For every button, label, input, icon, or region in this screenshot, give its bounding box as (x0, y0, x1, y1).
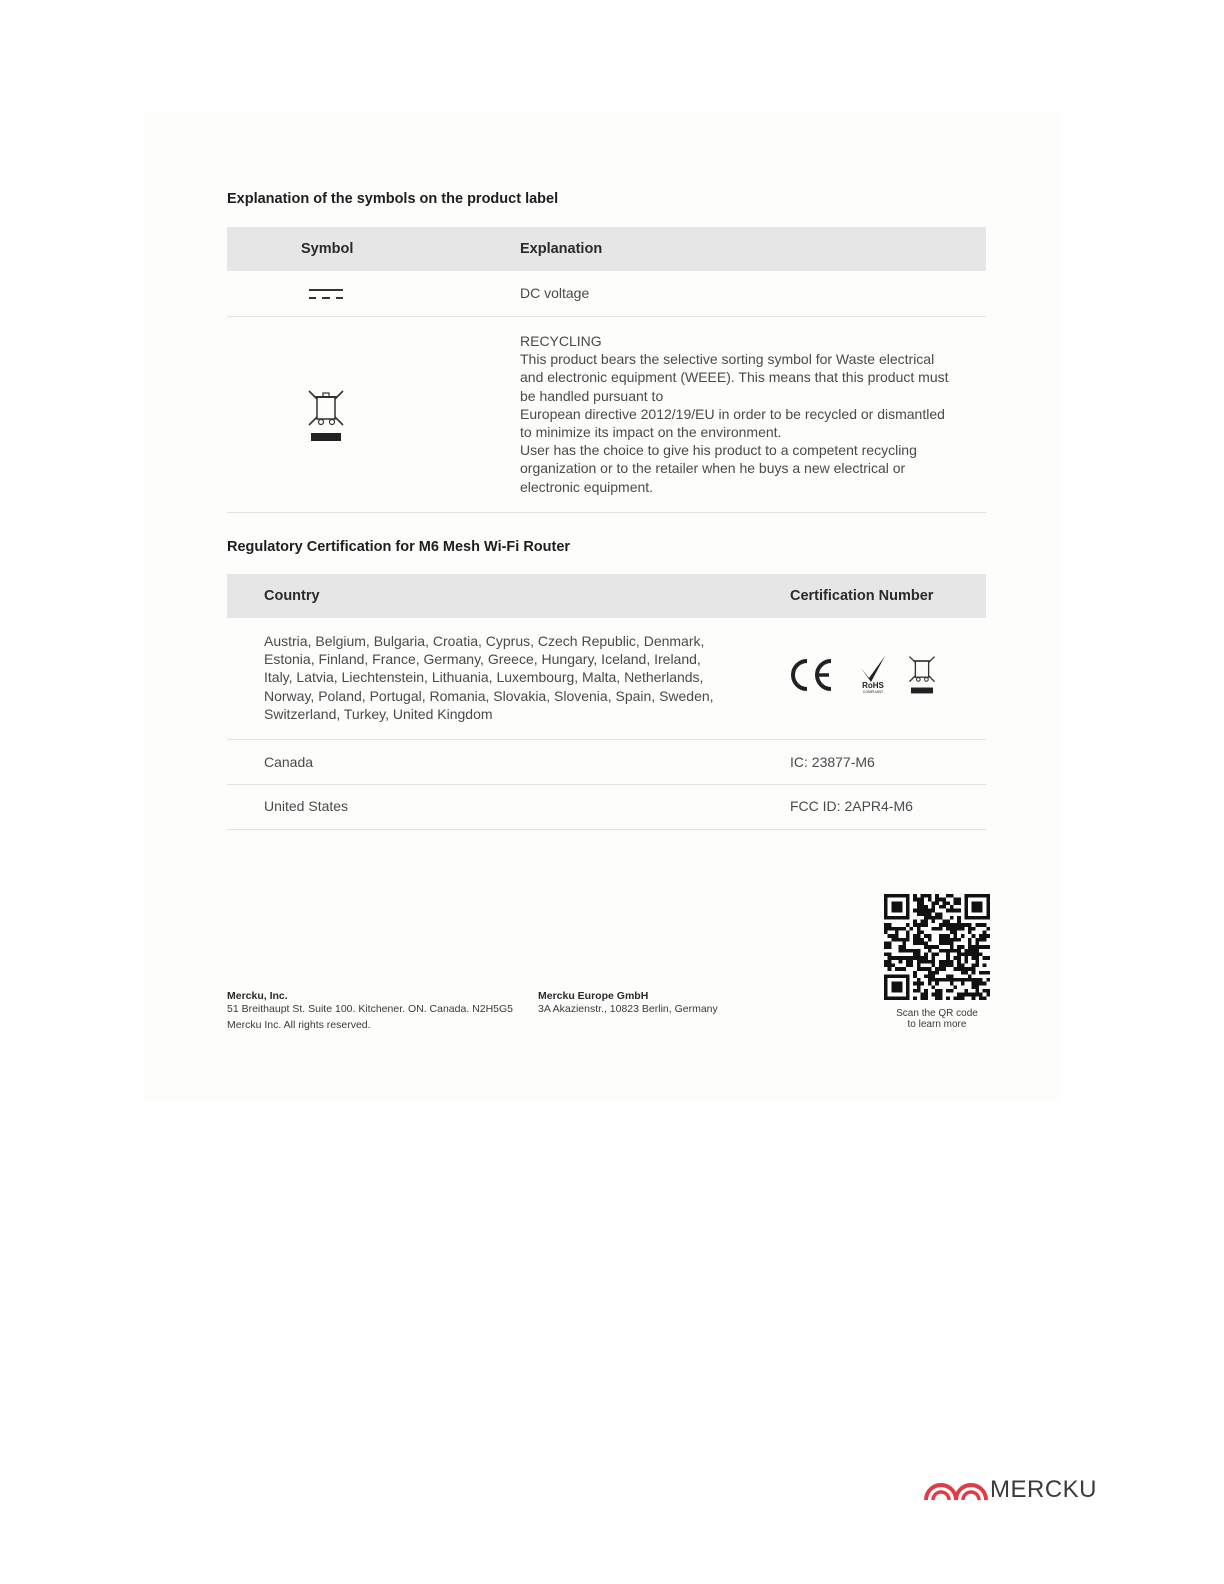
header-symbol: Symbol (301, 241, 354, 257)
recycling-line: be handled pursuant to (520, 387, 664, 404)
table-row-dc-voltage (227, 271, 986, 317)
qr-caption-line: to learn more (907, 1019, 967, 1030)
cert-section-title: Regulatory Certification for M6 Mesh Wi-Fi Router (227, 539, 571, 555)
symbols-section-title: Explanation of the symbols on the product label (227, 191, 559, 207)
eu-countries-line: Austria, Belgium, Bulgaria, Croatia, Cyprus, Czech Republic, Denmark, (264, 633, 705, 649)
header-country: Country (264, 588, 320, 604)
rohs-sub-label: COMPLIANT (862, 690, 884, 694)
recycling-line: electronic equipment. (520, 478, 654, 495)
address-us: 51 Breithaupt St. Suite 100. Kitchener. ON. Canada. N2H5G5 (227, 1003, 514, 1015)
table-row-canada (227, 740, 986, 785)
recycling-line: and electronic equipment (WEEE). This means that this product must (520, 369, 949, 386)
cert-table-header (227, 574, 986, 618)
eu-countries-line: Estonia, Finland, France, Germany, Greece, Hungary, Iceland, Ireland, (264, 651, 701, 668)
recycling-explanation (520, 332, 980, 496)
dc-voltage-text: DC voltage (520, 285, 590, 301)
address-eu: 3A Akazienstr., 10823 Berlin, Germany (538, 1003, 718, 1015)
footer-eu-block (538, 990, 718, 1016)
eu-countries (264, 632, 744, 723)
company-eu: Mercku Europe GmbH (538, 990, 649, 1002)
recycling-line: User has the choice to give his product to a competent recycling (520, 442, 917, 459)
header-cert-number: Certification Number (790, 588, 934, 604)
cert-table (227, 574, 986, 830)
brand-name: MERCKU (990, 1476, 1098, 1503)
eu-countries-line: Switzerland, Turkey, United Kingdom (264, 705, 493, 722)
table-row-recycling (227, 317, 986, 513)
table-row-us (227, 785, 986, 830)
qr-caption-line: Scan the QR code (896, 1008, 978, 1019)
qr-caption (884, 1008, 990, 1030)
cert-us: FCC ID: 2APR4-M6 (790, 798, 913, 814)
footer-us-block (227, 990, 513, 1032)
symbols-table (227, 227, 986, 513)
symbols-table-header (227, 227, 986, 271)
cert-canada: IC: 23877-M6 (790, 754, 875, 770)
country-canada: Canada (264, 754, 314, 770)
weee-bin-icon (908, 655, 936, 695)
mercku-logo-icon (924, 1474, 988, 1500)
dc-voltage-icon (307, 287, 345, 301)
country-us: United States (264, 798, 349, 814)
qr-code[interactable] (884, 894, 990, 1000)
eu-countries-line: Norway, Poland, Portugal, Romania, Slovakia, Slovenia, Spain, Sweden, (264, 687, 714, 704)
ce-mark-icon (789, 657, 835, 693)
recycling-line: organization or to the retailer when he buys a new electrical or (520, 460, 906, 477)
company-us: Mercku, Inc. (227, 990, 288, 1002)
weee-bin-icon (307, 389, 345, 443)
rohs-label: RoHS (862, 681, 884, 690)
eu-countries-line: Italy, Latvia, Liechtenstein, Lithuania, Luxembourg, Malta, Netherlands, (264, 669, 704, 686)
rights-text: Mercku Inc. All rights reserved. (227, 1019, 371, 1031)
recycling-line: to minimize its impact on the environment. (520, 424, 782, 441)
header-explanation: Explanation (520, 241, 603, 257)
recycling-line: This product bears the selective sorting symbol for Waste electrical (520, 351, 935, 368)
recycling-line: European directive 2012/19/EU in order to be recycled or dismantled (520, 405, 945, 422)
rohs-icon (857, 654, 889, 694)
table-row-eu (227, 618, 986, 740)
recycling-line: RECYCLING (520, 333, 602, 349)
